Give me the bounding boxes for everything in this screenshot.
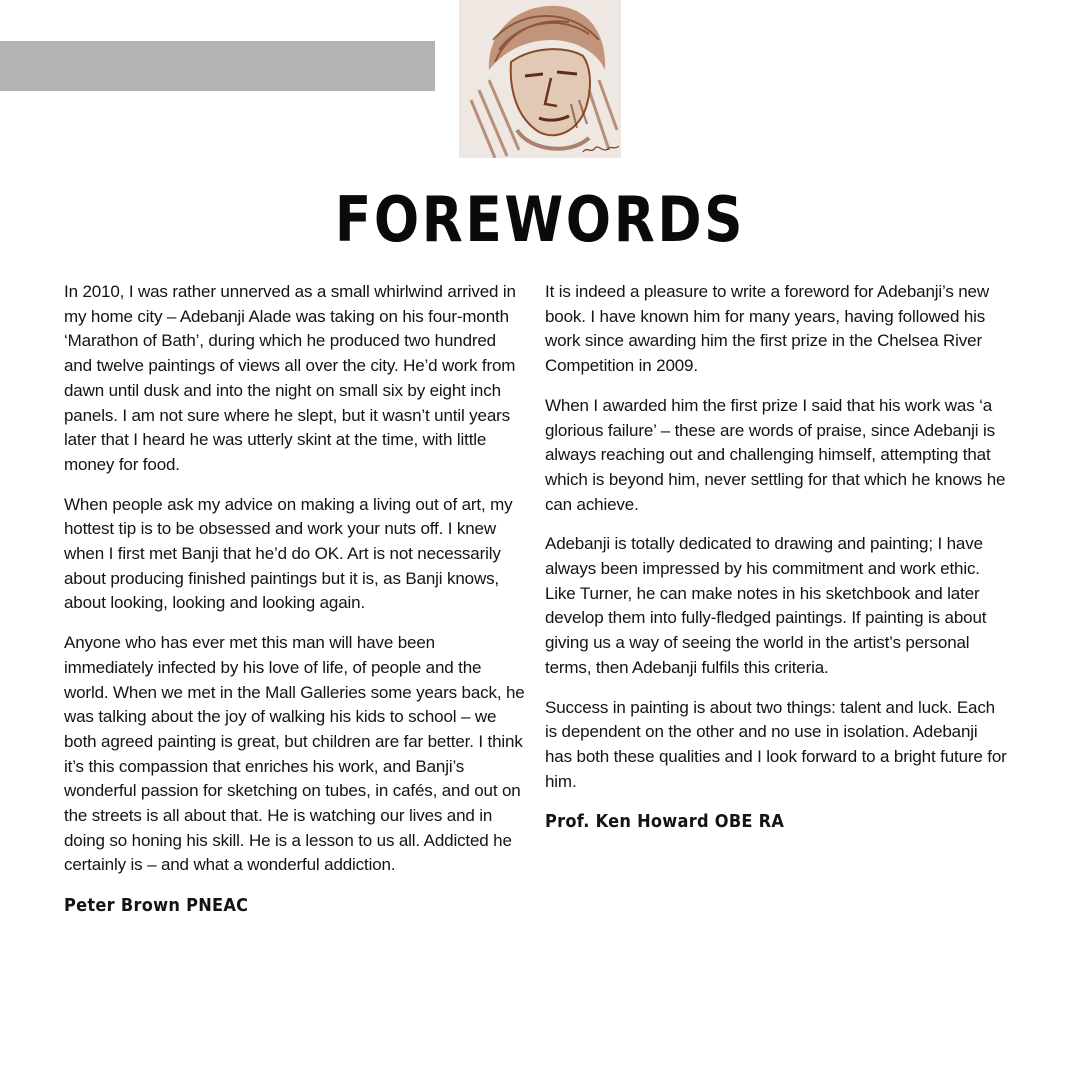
portrait-sketch-image [459, 0, 621, 158]
left-signature: Peter Brown PNEAC [64, 895, 249, 917]
right-paragraph-4: Success in painting is about two things: talent and luck. Each is dependent on the other and no use in isolation. Adebanji has both these qualities and I look forward to a bright future for him. [545, 697, 1007, 791]
right-foreword-column [545, 280, 1007, 835]
left-foreword-column [64, 280, 526, 919]
decorative-grey-bar [0, 41, 435, 91]
left-paragraph-2: When people ask my advice on making a living out of art, my hottest tip is to be obsessed and work your nuts off. I knew when I first met Banji that he’d do OK. Art is not necessarily about producing finished paintings but it is, as Banji knows, about looking, looking and looking again. [64, 494, 513, 613]
right-paragraph-3: Adebanji is totally dedicated to drawing and painting; I have always been impressed by his commitment and work ethic. Like Turner, he can make notes in his sketchbook and later develop them into fully-fledged paintings. If painting is about giving us a way of seeing the world in the artist’s personal terms, then Adebanji fulfils this criteria. [545, 534, 987, 677]
left-paragraph-3: Anyone who has ever met this man will have been immediately infected by his love of life, of people and the world. When we met in the Mall Galleries some years back, he was talking about the joy of walking his kids to school – we both agreed painting is great, but children are far better. I think it’s this compassion that enriches his work, and Banji’s wonderful passion for sketching on tubes, in cafés, and out on the streets is all about that. He is watching our lives and in doing so honing his skill. He is a lesson to us all. Addicted he certainly is – and what a wonderful addiction. [64, 633, 525, 875]
right-paragraph-1: It is indeed a pleasure to write a foreword for Adebanji’s new book. I have known him for many years, having followed his work since awarding him the first prize in the Chelsea River Competition in 2009. [545, 282, 989, 376]
left-paragraph-1: In 2010, I was rather unnerved as a small whirlwind arrived in my home city – Adebanji Alade was taking on his four-month ‘Marathon of Bath’, during which he produced two hundred and twelve paintings of views all over the city. He’d work from dawn until dusk and into the night on small six by eight inch panels. I am not sure where he slept, but it wasn’t until years later that I heard he was utterly skint at the time, with little money for food. [64, 282, 516, 474]
right-paragraph-2: When I awarded him the first prize I said that his work was ‘a glorious failure’ – these are words of praise, since Adebanji is always reaching out and challenging himself, attempting that which is beyond him, never settling for that which he knows he can achieve. [545, 395, 1006, 514]
page-title: FOREWORDS [334, 183, 746, 256]
right-signature: Prof. Ken Howard OBE RA [545, 811, 785, 833]
